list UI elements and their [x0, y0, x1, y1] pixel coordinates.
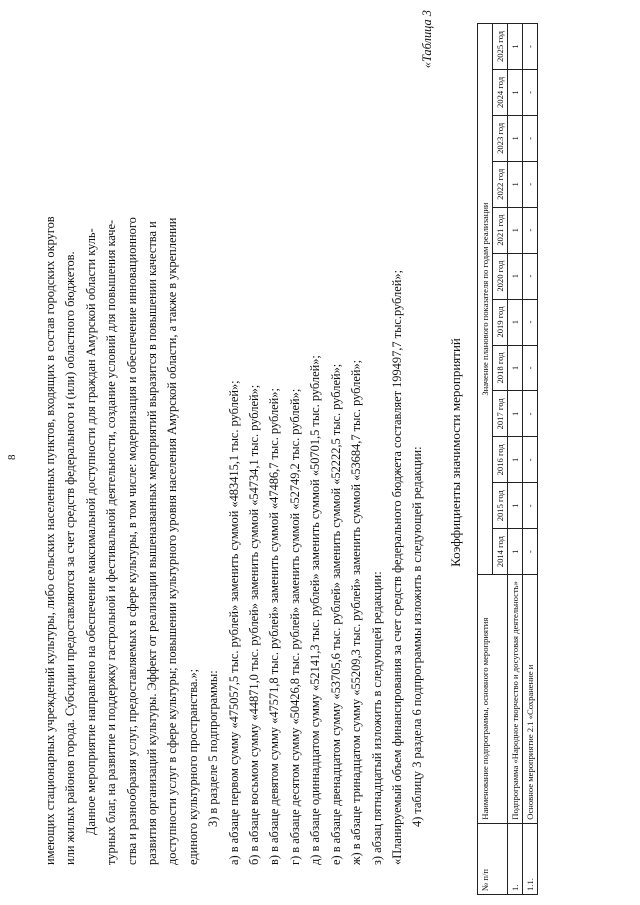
row-value: -	[523, 483, 538, 529]
text-line: единого культурного пространства.»;	[185, 668, 200, 865]
text-line: д) в абзаце одиннадцатом сумму «52141,3 тыс. рублей» заменить суммой «50701,5 тыс. рублей»;	[308, 355, 323, 865]
row-value: -	[523, 24, 538, 70]
table-row	[523, 24, 538, 895]
row-value: -	[523, 437, 538, 483]
header-number: № п/п	[478, 823, 508, 894]
header-year: 2014 год	[493, 529, 508, 575]
row-value: -	[523, 69, 538, 115]
row-value: 1	[508, 115, 523, 161]
row-value: 1	[508, 391, 523, 437]
row-value: -	[523, 115, 538, 161]
row-value: 1	[508, 69, 523, 115]
text-line: развития организаций культуры. Эффект от реализации вышеназванных мероприятий выразится в повышении качества и	[145, 221, 160, 865]
text-line: доступности услуг в сфере культуры; повышении культурного уровня населения Амурской области, а также в укреплении	[165, 217, 180, 865]
text-line: Данное мероприятие направлено на обеспечение максимальной доступности для граждан Амурской области куль-	[83, 228, 98, 835]
row-value: -	[523, 529, 538, 575]
row-value: -	[523, 391, 538, 437]
text-line: з) абзац пятнадцатый изложить в следующей редакции:	[369, 571, 384, 865]
page-number: 8	[6, 454, 18, 460]
text-line: 4) таблицу 3 раздела 6 подпрограммы изложить в следующей редакции:	[410, 446, 425, 827]
row-name: Подпрограмма «Народное творчество и досуговая деятельность»	[508, 575, 523, 824]
row-value: 1	[508, 437, 523, 483]
header-year: 2016 год	[493, 437, 508, 483]
table-row	[508, 24, 523, 895]
row-number: 1.	[508, 823, 523, 894]
header-year: 2015 год	[493, 483, 508, 529]
header-year: 2021 год	[493, 207, 508, 253]
row-value: -	[523, 207, 538, 253]
text-line: турных благ, на развитие и поддержку гастрольной и фестивальной деятельности, создание условий для повышения каче-	[104, 219, 119, 865]
text-line: 3) в разделе 5 подпрограммы:	[206, 670, 221, 827]
row-value: -	[523, 161, 538, 207]
text-line: г) в абзаце десятом сумму «50426,8 тыс. рублей» заменить суммой «52749,2 тыс. рублей»;	[287, 388, 302, 865]
text-line: б) в абзаце восьмом сумму «44871,0 тыс. рублей» заменить суммой «54734,1 тыс. рублей»;	[247, 384, 262, 865]
header-year: 2025 год	[493, 24, 508, 70]
text-line: в) в абзаце девятом сумму «47571,8 тыс. рублей» заменить суммой «47486,7 тыс. рублей»;	[267, 388, 282, 865]
row-value: 1	[508, 483, 523, 529]
text-line: а) в абзаце первом сумму «475057,5 тыс. рублей» заменить суммой «483415,1 тыс. рублей»;	[226, 380, 241, 865]
row-name: Основное мероприятие 2.1 «Сохранение и	[523, 575, 538, 824]
body-text	[40, 15, 428, 865]
header-year: 2019 год	[493, 299, 508, 345]
header-year: 2017 год	[493, 391, 508, 437]
header-year: 2020 год	[493, 253, 508, 299]
row-value: 1	[508, 345, 523, 391]
table-body	[508, 24, 538, 895]
text-line: имеющих стационарных учреждений культуры, либо сельских населенных пунктов, входящих в состав городских округов	[43, 216, 57, 865]
row-number: 1.1.	[523, 823, 538, 894]
text-line: е) в абзаце двенадцатом сумму «53705,6 тыс. рублей» заменить суммой «52222,5 тыс. рублей»;	[328, 363, 343, 865]
text-line: ж) в абзаце тринадцатом сумму «55209,3 тыс. рублей» заменить суммой «53684,7 тыс. рублей»;	[349, 359, 364, 865]
text-line: или жилых районов города. Субсидии предоставляются за счет средств федерального и (или) областного бюджетов.	[63, 251, 78, 865]
header-year: 2022 год	[493, 161, 508, 207]
header-values-group: Значение планового показателя по годам реализации	[478, 24, 493, 575]
row-value: 1	[508, 299, 523, 345]
row-value: 1	[508, 253, 523, 299]
coefficients-table	[477, 23, 538, 895]
row-value: 1	[508, 207, 523, 253]
row-value: 1	[508, 24, 523, 70]
header-year: 2018 год	[493, 345, 508, 391]
header-name: Наименование подпрограммы, основного мероприятия	[478, 575, 508, 824]
row-value: -	[523, 345, 538, 391]
text-line: ства и разнообразия услуг, предоставляемых в сфере культуры, в том числе: модернизация и обеспечение инновационного	[124, 217, 139, 865]
text-line: «Планируемый объем финансирования за счет средств федерального бюджета составляет 199497,7 тыс.рублей»;	[389, 269, 404, 865]
table-label: «Таблица 3	[420, 10, 434, 69]
table-title: Коэффициенты значимости мероприятий	[448, 338, 463, 567]
row-value: -	[523, 299, 538, 345]
header-year: 2024 год	[493, 69, 508, 115]
table-header-row	[478, 24, 493, 895]
header-year: 2023 год	[493, 115, 508, 161]
row-value: 1	[508, 161, 523, 207]
row-value: 1	[508, 529, 523, 575]
row-value: -	[523, 253, 538, 299]
